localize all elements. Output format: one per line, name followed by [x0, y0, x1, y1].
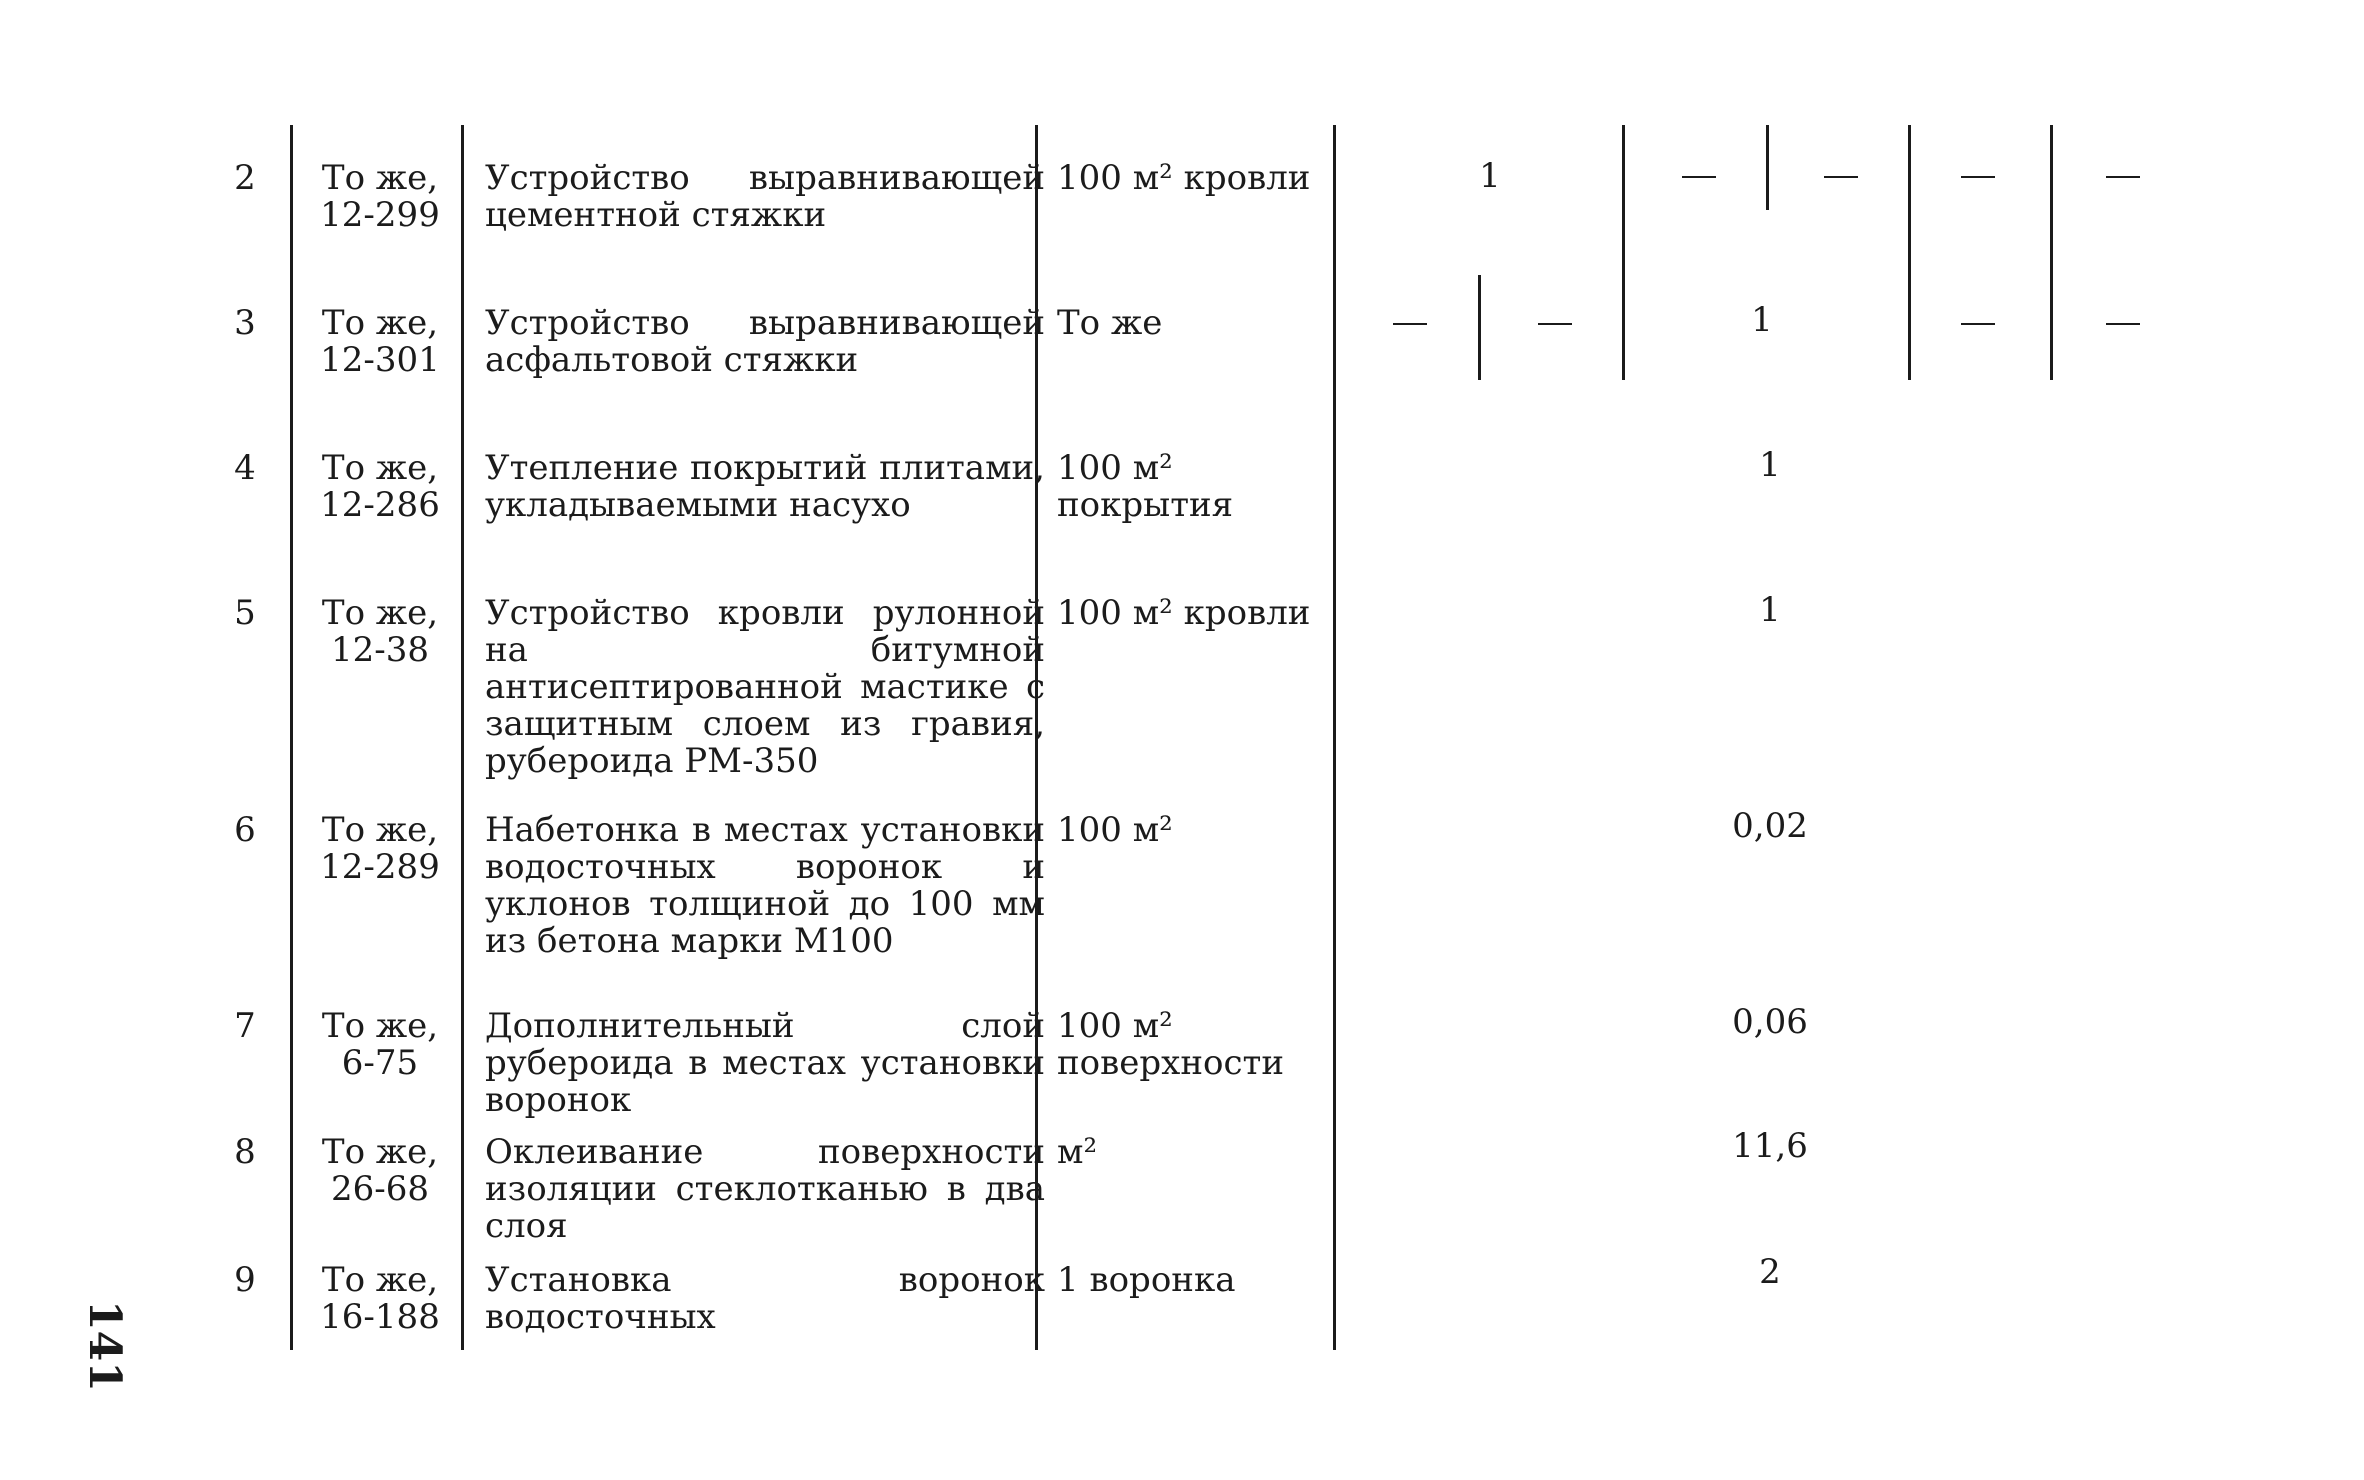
row-reference — [305, 1262, 455, 1336]
row-description: Устройство выравнивающей асфальтовой стяжки — [485, 303, 1045, 380]
row-reference — [305, 450, 455, 524]
reference-code: 6-75 — [341, 1043, 419, 1083]
reference-code: 12-286 — [320, 485, 440, 525]
reference-label: То же, — [321, 303, 439, 343]
row-quantity: 0,02 — [1732, 806, 1808, 846]
row-number: 3 — [234, 303, 256, 343]
reference-code: 12-301 — [320, 340, 440, 380]
dash-mark — [1538, 323, 1572, 325]
row-quantity: 1 — [1479, 156, 1501, 196]
row-reference — [305, 812, 455, 886]
table-rule-left — [290, 125, 293, 1350]
grid-rule-a — [1478, 275, 1481, 380]
row-unit: 100 м² кровли — [1057, 593, 1311, 633]
reference-label: То же, — [321, 158, 439, 198]
grid-rule-e — [2050, 125, 2053, 380]
row-number: 6 — [234, 810, 256, 850]
row-number: 2 — [234, 158, 256, 198]
dash-mark — [1824, 176, 1858, 178]
reference-label: То же, — [321, 810, 439, 850]
reference-code: 12-289 — [320, 847, 440, 887]
row-quantity: 1 — [1751, 300, 1773, 340]
table-rule-ref — [461, 125, 464, 1350]
grid-rule-c — [1766, 125, 1769, 210]
reference-label: То же, — [321, 1006, 439, 1046]
reference-code: 12-299 — [320, 195, 440, 235]
reference-code: 26-68 — [330, 1169, 429, 1209]
row-reference — [305, 160, 455, 234]
table-rule-unit — [1333, 125, 1336, 1350]
row-quantity: 2 — [1759, 1252, 1781, 1292]
dash-mark — [1961, 176, 1995, 178]
row-quantity: 1 — [1759, 445, 1781, 485]
row-number: 7 — [234, 1006, 256, 1046]
reference-label: То же, — [321, 593, 439, 633]
grid-rule-b — [1622, 125, 1625, 380]
row-number: 8 — [234, 1132, 256, 1172]
dash-mark — [1682, 176, 1716, 178]
row-unit: 100 м² — [1057, 810, 1173, 850]
row-unit: 1 воронка — [1057, 1260, 1236, 1300]
row-unit: 100 м² покрытия — [1057, 448, 1234, 525]
grid-rule-d — [1908, 125, 1911, 380]
row-reference — [305, 1008, 455, 1082]
row-unit: м² — [1057, 1132, 1098, 1172]
row-description: Устройство кровли рулонной на битумной антисептированной мастике с защитным слоем из гравия, рубероида РМ-350 — [485, 593, 1045, 781]
reference-label: То же, — [321, 448, 439, 488]
row-quantity: 0,06 — [1732, 1002, 1808, 1042]
dash-mark — [2106, 323, 2140, 325]
row-reference — [305, 595, 455, 669]
row-reference — [305, 305, 455, 379]
row-unit: То же — [1057, 303, 1163, 343]
row-description: Оклеивание поверхности изоляции стеклотканью в два слоя — [485, 1132, 1045, 1246]
reference-code: 16-188 — [320, 1297, 440, 1337]
row-number: 5 — [234, 593, 256, 633]
row-reference — [305, 1134, 455, 1208]
reference-code: 12-38 — [330, 630, 429, 670]
row-quantity: 11,6 — [1732, 1126, 1808, 1166]
dash-mark — [1393, 323, 1427, 325]
row-number: 4 — [234, 448, 256, 488]
row-description: Утепление покрытий плитами, укладываемыми насухо — [485, 448, 1045, 525]
row-quantity: 1 — [1759, 590, 1781, 630]
dash-mark — [1961, 323, 1995, 325]
page-number: 141 — [79, 1300, 130, 1392]
reference-label: То же, — [321, 1132, 439, 1172]
row-number: 9 — [234, 1260, 256, 1300]
row-description: Дополнительный слой рубероида в местах установки воронок — [485, 1006, 1045, 1120]
row-unit: 100 м² кровли — [1057, 158, 1311, 198]
row-description: Установка воронок водосточных — [485, 1260, 1045, 1337]
row-description: Набетонка в местах установки водосточных воронок и уклонов толщиной до 100 мм из бетона марки М100 — [485, 810, 1045, 961]
row-description: Устройство выравнивающей цементной стяжки — [485, 158, 1045, 235]
dash-mark — [2106, 176, 2140, 178]
row-unit: 100 м² поверхности — [1057, 1006, 1284, 1083]
reference-label: То же, — [321, 1260, 439, 1300]
